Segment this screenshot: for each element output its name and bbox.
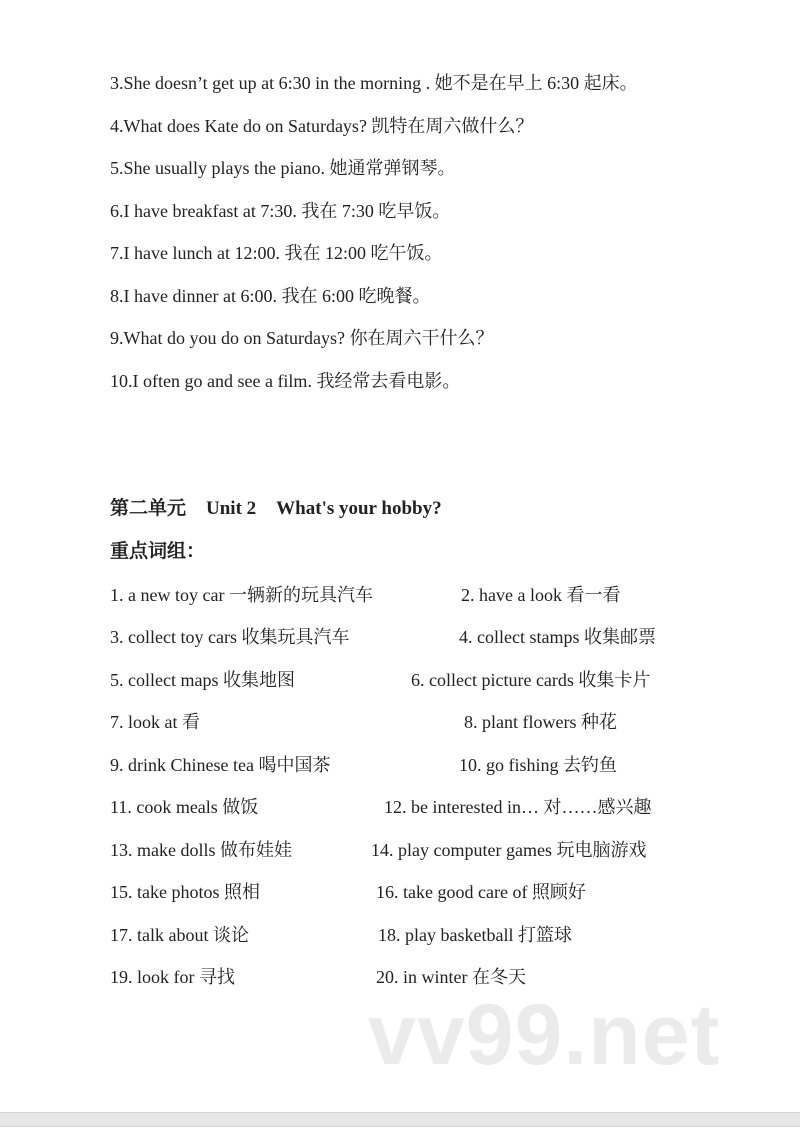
phrase-item: 20. in winter 在冬天 xyxy=(376,967,526,987)
unit-title: What's your hobby? xyxy=(276,498,442,519)
phrase-item: 15. take photos 照相 xyxy=(110,882,260,902)
sentence-item: 4.What does Kate do on Saturdays? 凯特在周六做什么？ xyxy=(110,116,534,136)
sentence-item: 6.I have breakfast at 7:30. 我在 7:30 吃早饭。 xyxy=(110,201,451,221)
phrase-item: 9. drink Chinese tea 喝中国茶 xyxy=(110,755,331,775)
phrase-item: 3. collect toy cars 收集玩具汽车 xyxy=(110,627,350,647)
phrase-item: 10. go fishing 去钓鱼 xyxy=(459,755,618,775)
phrase-item: 1. a new toy car 一辆新的玩具汽车 xyxy=(110,585,373,605)
sentence-item: 10.I often go and see a film. 我经常去看电影。 xyxy=(110,371,461,391)
unit-cn: 第二单元 xyxy=(110,498,187,519)
sentence-item: 3.She doesn’t get up at 6:30 in the morning . 她不是在早上 6:30 起床。 xyxy=(110,73,638,93)
phrase-item: 18. play basketball 打篮球 xyxy=(378,925,572,945)
phrase-item: 13. make dolls 做布娃娃 xyxy=(110,840,292,860)
unit-number: Unit 2 xyxy=(206,498,257,519)
phrase-item: 19. look for 寻找 xyxy=(110,967,235,987)
phrase-item: 16. take good care of 照顾好 xyxy=(376,882,586,902)
phrase-item: 17. talk about 谈论 xyxy=(110,925,249,945)
phrase-item: 14. play computer games 玩电脑游戏 xyxy=(371,840,647,860)
phrase-item: 7. look at 看 xyxy=(110,712,200,732)
unit-heading xyxy=(110,498,442,520)
sentence-item: 9.What do you do on Saturdays? 你在周六干什么？ xyxy=(110,328,494,348)
sentence-item: 7.I have lunch at 12:00. 我在 12:00 吃午饭。 xyxy=(110,243,443,263)
phrase-item: 11. cook meals 做饭 xyxy=(110,797,259,817)
phrase-item: 6. collect picture cards 收集卡片 xyxy=(411,670,651,690)
page-divider xyxy=(0,1112,800,1127)
phrase-item: 4. collect stamps 收集邮票 xyxy=(459,627,656,647)
phrase-item: 5. collect maps 收集地图 xyxy=(110,670,295,690)
phrase-item: 8. plant flowers 种花 xyxy=(464,712,617,732)
phrase-item: 12. be interested in… 对……感兴趣 xyxy=(384,797,652,817)
phrase-item: 2. have a look 看一看 xyxy=(461,585,621,605)
watermark: vv99.net xyxy=(368,987,721,1083)
sentence-item: 5.She usually plays the piano. 她通常弹钢琴。 xyxy=(110,158,456,178)
phrases-heading: 重点词组： xyxy=(110,541,206,562)
sentence-item: 8.I have dinner at 6:00. 我在 6:00 吃晚餐。 xyxy=(110,286,431,306)
